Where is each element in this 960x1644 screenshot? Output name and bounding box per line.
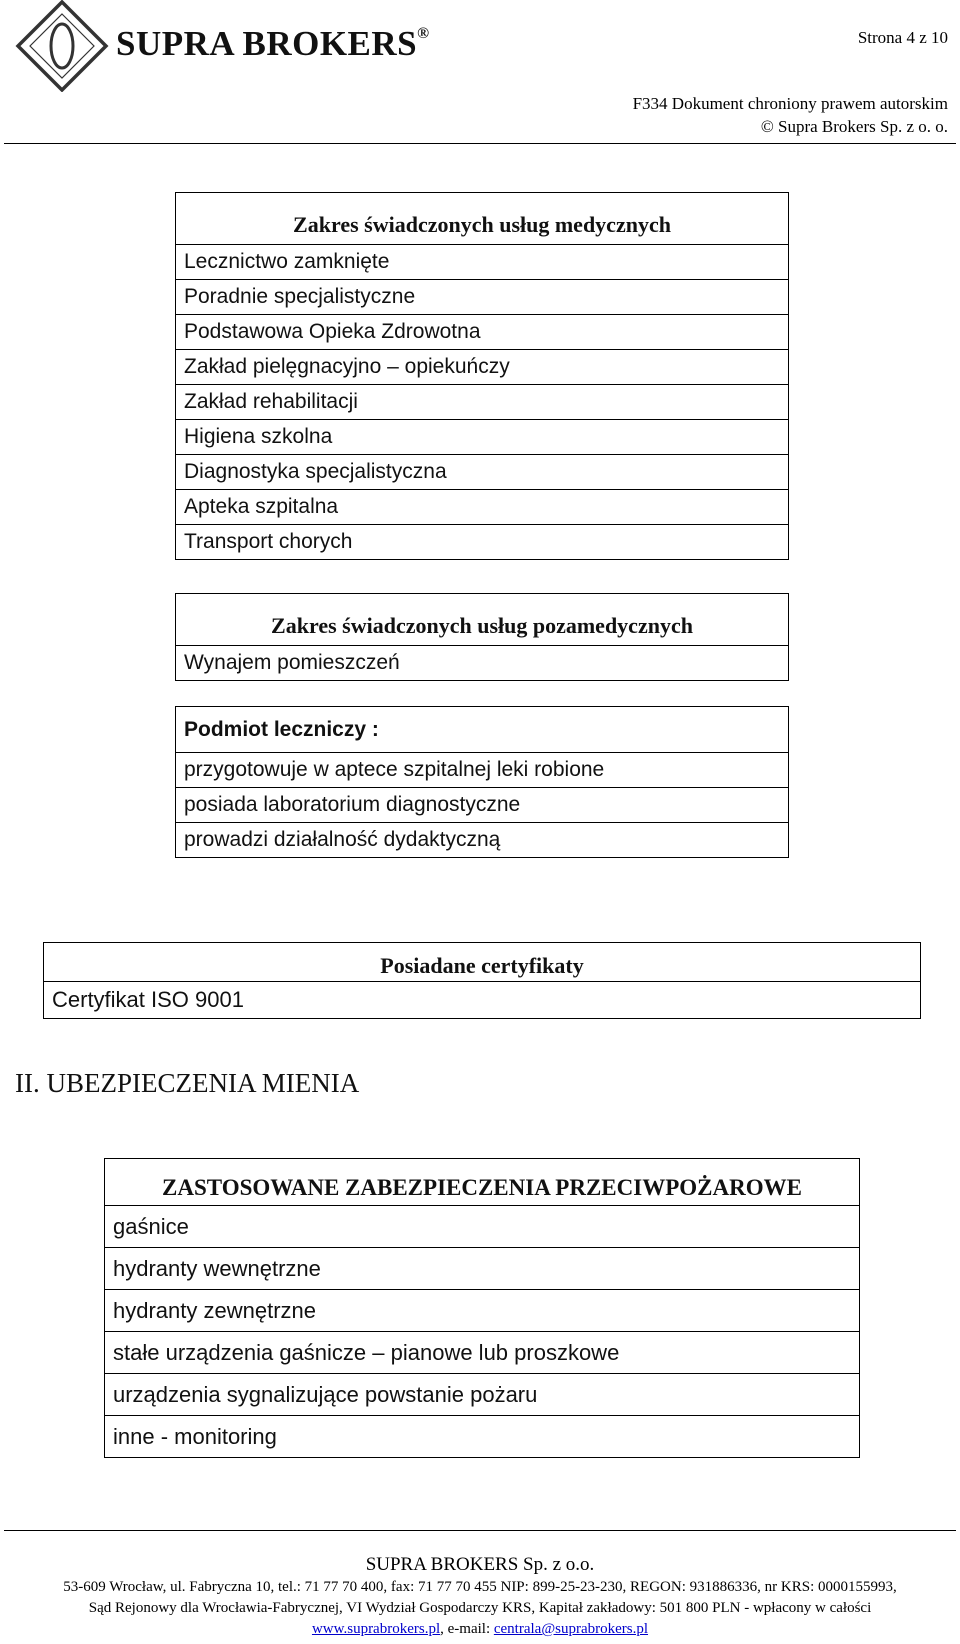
footer-divider — [4, 1530, 956, 1531]
table-row: Poradnie specjalistyczne — [176, 280, 789, 315]
table-row: gaśnice — [105, 1206, 860, 1248]
table-row: Diagnostyka specjalistyczna — [176, 455, 789, 490]
medical-services-table — [175, 192, 789, 560]
table-row: Higiena szkolna — [176, 420, 789, 455]
footer-contact — [0, 1619, 960, 1640]
footer-address: 53-609 Wrocław, ul. Fabryczna 10, tel.: 71 77 70 400, fax: 71 77 70 455 NIP: 899-25-23-230, REGON: 931886336, nr KRS: 0000155993, — [63, 1579, 897, 1595]
footer-registry: Sąd Rejonowy dla Wrocławia-Fabrycznej, VI Wydział Gospodarczy KRS, Kapitał zakładowy: 501 800 PLN - wpłacony w całości — [88, 1600, 872, 1616]
certificates-table — [43, 942, 921, 1019]
medical-entity-title: Podmiot leczniczy : — [176, 707, 789, 753]
table-row: inne - monitoring — [105, 1416, 860, 1458]
notice-line-1: F334 Dokument chroniony prawem autorskim — [632, 94, 948, 113]
page-footer — [0, 1553, 960, 1640]
table-row: Wynajem pomieszczeń — [176, 646, 789, 681]
notice-line-2: © Supra Brokers Sp. z o. o. — [760, 117, 948, 136]
website-link[interactable]: www.suprabrokers.pl — [311, 1621, 441, 1637]
table-row: urządzenia sygnalizujące powstanie pożaru — [105, 1374, 860, 1416]
table-row: Podstawowa Opieka Zdrowotna — [176, 315, 789, 350]
fire-protection-title: ZASTOSOWANE ZABEZPIECZENIA PRZECIWPOŻAROWE — [105, 1159, 860, 1206]
table-row: posiada laboratorium diagnostyczne — [176, 788, 789, 823]
brand-name: SUPRA BROKERS® — [116, 24, 430, 63]
email-link[interactable]: centrala@suprabrokers.pl — [493, 1621, 649, 1637]
table-row: Zakład pielęgnacyjno – opiekuńczy — [176, 350, 789, 385]
section-title: II. UBEZPIECZENIA MIENIA — [15, 1068, 360, 1098]
medical-services-title: Zakres świadczonych usług medycznych — [176, 193, 789, 245]
supra-brokers-logo-icon — [14, 0, 110, 92]
page-number: Strona 4 z 10 — [857, 28, 948, 47]
document-notice — [633, 92, 948, 138]
email-label: , e-mail: — [440, 1621, 494, 1637]
table-row: przygotowuje w aptece szpitalnej leki robione — [176, 753, 789, 788]
header-divider — [4, 143, 956, 144]
fire-protection-table — [104, 1158, 860, 1458]
table-row: stałe urządzenia gaśnicze – pianowe lub proszkowe — [105, 1332, 860, 1374]
medical-entity-table — [175, 706, 789, 858]
nonmedical-services-table — [175, 593, 789, 681]
table-row: Lecznictwo zamknięte — [176, 245, 789, 280]
table-row: prowadzi działalność dydaktyczną — [176, 823, 789, 858]
table-row: Zakład rehabilitacji — [176, 385, 789, 420]
table-row: hydranty zewnętrzne — [105, 1290, 860, 1332]
footer-company: SUPRA BROKERS Sp. z o.o. — [365, 1554, 595, 1575]
table-row: hydranty wewnętrzne — [105, 1248, 860, 1290]
certificates-title: Posiadane certyfikaty — [44, 943, 921, 982]
table-row: Apteka szpitalna — [176, 490, 789, 525]
table-row: Certyfikat ISO 9001 — [44, 982, 921, 1019]
table-row: Transport chorych — [176, 525, 789, 560]
page-header — [0, 0, 960, 145]
nonmedical-services-title: Zakres świadczonych usług pozamedycznych — [176, 594, 789, 646]
